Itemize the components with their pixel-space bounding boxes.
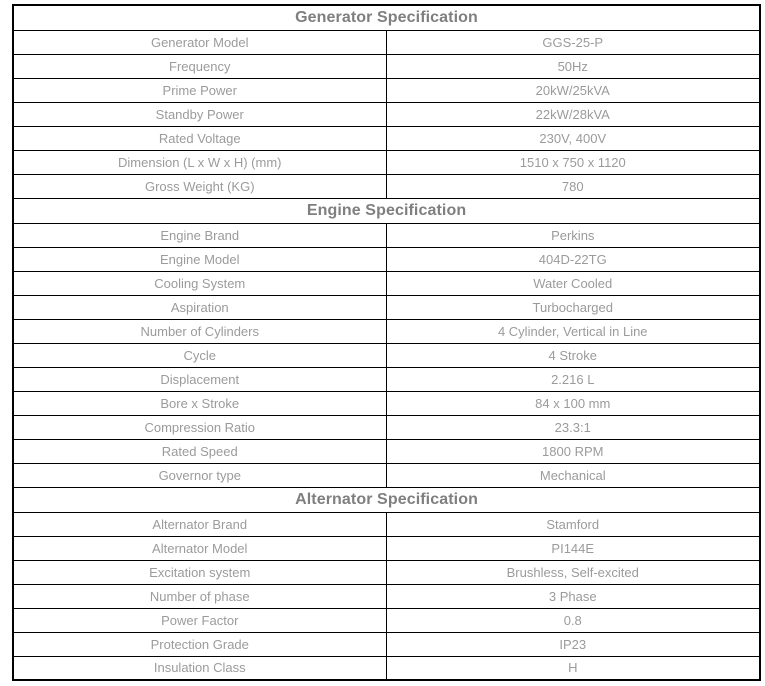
spec-value-cell: 1800 RPM <box>386 439 760 463</box>
section-header-row <box>13 198 760 223</box>
section-title: Engine Specification <box>13 198 760 223</box>
spec-row <box>13 439 760 463</box>
spec-label-cell: Protection Grade <box>13 632 386 656</box>
spec-value-cell: Turbocharged <box>386 295 760 319</box>
spec-row <box>13 632 760 656</box>
spec-label-cell: Gross Weight (KG) <box>13 174 386 198</box>
spec-value-cell: 3 Phase <box>386 584 760 608</box>
section-header-row <box>13 5 760 30</box>
spec-label-cell: Alternator Model <box>13 536 386 560</box>
spec-label-cell: Number of phase <box>13 584 386 608</box>
spec-row <box>13 150 760 174</box>
spec-value-cell: 23.3:1 <box>386 415 760 439</box>
spec-value-cell: GGS-25-P <box>386 30 760 54</box>
spec-label-cell: Prime Power <box>13 78 386 102</box>
spec-value-cell: 22kW/28kVA <box>386 102 760 126</box>
spec-label-cell: Cooling System <box>13 271 386 295</box>
spec-row <box>13 247 760 271</box>
spec-value-cell: Stamford <box>386 512 760 536</box>
spec-row <box>13 415 760 439</box>
spec-row <box>13 536 760 560</box>
spec-row <box>13 223 760 247</box>
spec-label-cell: Aspiration <box>13 295 386 319</box>
spec-label-cell: Governor type <box>13 463 386 487</box>
spec-row <box>13 584 760 608</box>
spec-label-cell: Bore x Stroke <box>13 391 386 415</box>
specification-table <box>12 4 761 681</box>
spec-value-cell: 84 x 100 mm <box>386 391 760 415</box>
spec-label-cell: Number of Cylinders <box>13 319 386 343</box>
spec-value-cell: 2.216 L <box>386 367 760 391</box>
spec-row <box>13 295 760 319</box>
spec-label-cell: Insulation Class <box>13 656 386 680</box>
spec-label-cell: Power Factor <box>13 608 386 632</box>
spec-label-cell: Dimension (L x W x H) (mm) <box>13 150 386 174</box>
spec-row <box>13 560 760 584</box>
spec-value-cell: 404D-22TG <box>386 247 760 271</box>
spec-row <box>13 512 760 536</box>
spec-row <box>13 126 760 150</box>
spec-row <box>13 78 760 102</box>
spec-value-cell: Mechanical <box>386 463 760 487</box>
section-header-row <box>13 487 760 512</box>
spec-value-cell: 50Hz <box>386 54 760 78</box>
spec-value-cell: 1510 x 750 x 1120 <box>386 150 760 174</box>
spec-label-cell: Excitation system <box>13 560 386 584</box>
spec-row <box>13 343 760 367</box>
spec-label-cell: Engine Brand <box>13 223 386 247</box>
spec-row <box>13 463 760 487</box>
spec-label-cell: Frequency <box>13 54 386 78</box>
spec-row <box>13 391 760 415</box>
section-title: Generator Specification <box>13 5 760 30</box>
spec-row <box>13 54 760 78</box>
spec-label-cell: Engine Model <box>13 247 386 271</box>
spec-value-cell: H <box>386 656 760 680</box>
section-title: Alternator Specification <box>13 487 760 512</box>
spec-label-cell: Rated Speed <box>13 439 386 463</box>
spec-value-cell: 20kW/25kVA <box>386 78 760 102</box>
spec-value-cell: 4 Stroke <box>386 343 760 367</box>
spec-value-cell: 230V, 400V <box>386 126 760 150</box>
spec-label-cell: Generator Model <box>13 30 386 54</box>
spec-row <box>13 102 760 126</box>
spec-row <box>13 30 760 54</box>
spec-value-cell: IP23 <box>386 632 760 656</box>
specification-table-container <box>12 4 761 681</box>
spec-value-cell: 0.8 <box>386 608 760 632</box>
spec-label-cell: Displacement <box>13 367 386 391</box>
spec-value-cell: Water Cooled <box>386 271 760 295</box>
spec-value-cell: 780 <box>386 174 760 198</box>
spec-label-cell: Rated Voltage <box>13 126 386 150</box>
spec-value-cell: Brushless, Self-excited <box>386 560 760 584</box>
spec-row <box>13 319 760 343</box>
spec-row <box>13 608 760 632</box>
spec-label-cell: Alternator Brand <box>13 512 386 536</box>
spec-row <box>13 174 760 198</box>
spec-label-cell: Compression Ratio <box>13 415 386 439</box>
spec-label-cell: Standby Power <box>13 102 386 126</box>
spec-row <box>13 367 760 391</box>
spec-row <box>13 656 760 680</box>
spec-value-cell: PI144E <box>386 536 760 560</box>
spec-value-cell: Perkins <box>386 223 760 247</box>
spec-value-cell: 4 Cylinder, Vertical in Line <box>386 319 760 343</box>
spec-label-cell: Cycle <box>13 343 386 367</box>
spec-row <box>13 271 760 295</box>
